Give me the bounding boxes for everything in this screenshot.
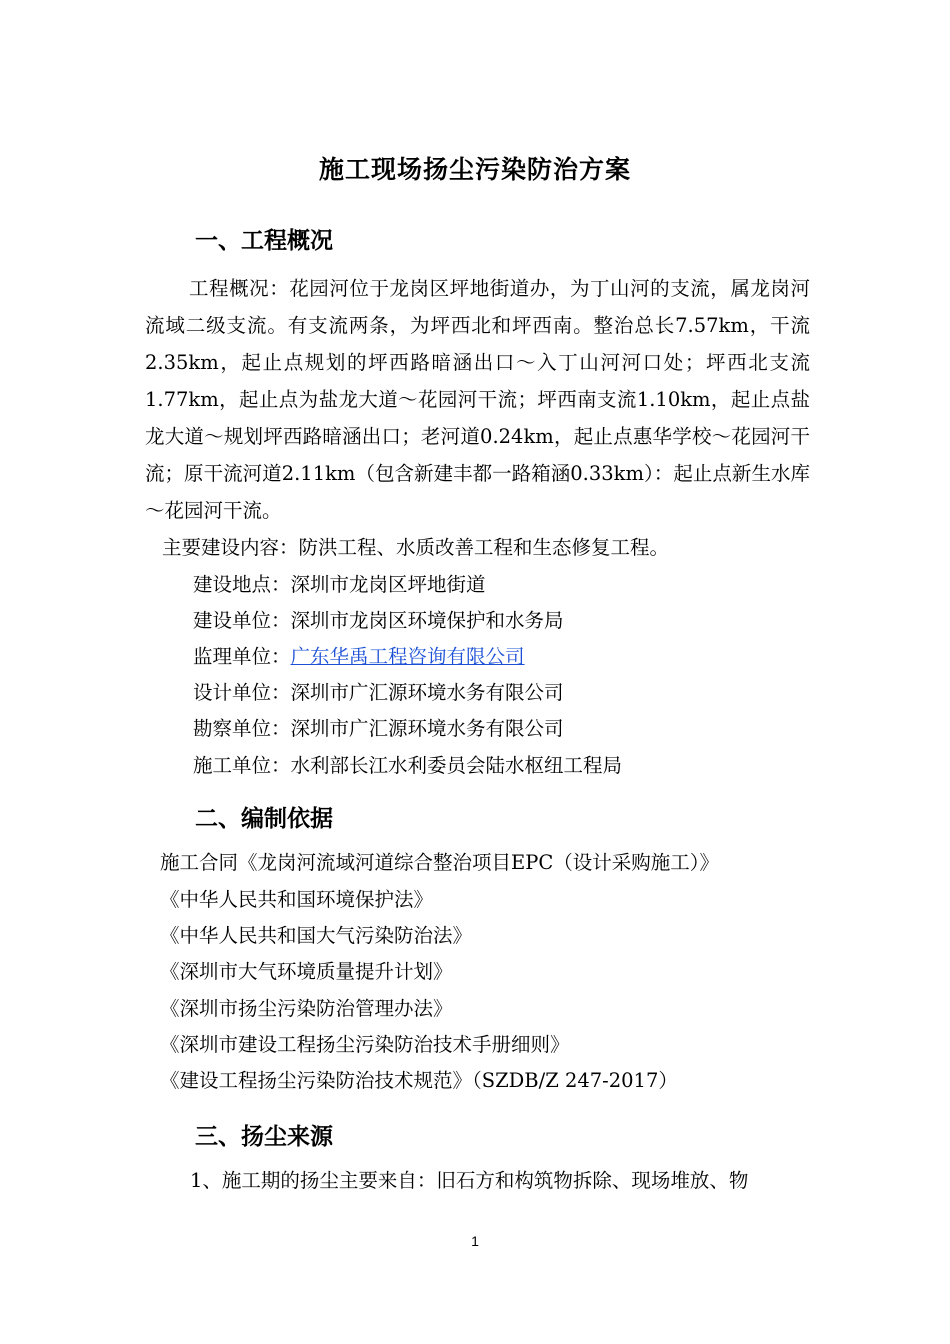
section-heading-basis: 二、编制依据 bbox=[195, 805, 333, 832]
main-content-line: 主要建设内容：防洪工程、水质改善工程和生态修复工程。 bbox=[162, 536, 670, 559]
document-title: 施工现场扬尘污染防治方案 bbox=[318, 155, 631, 184]
overview-paragraph: 工程概况：花园河位于龙岗区坪地街道办，为丁山河的支流，属龙岗河流域二级支流。有支流两条，为坪西北和坪西南。整治总长7.57km，干流2.35km，起止点规划的坪西路暗涵出口～入丁山河河口处；坪西北支流1.77km，起止点为盐龙大道～花园河干流；坪西南支流1.10km，起止点盐龙大道～规划坪西路暗涵出口；老河道0.24km，起止点惠华学校～花园河干流；原干流河道2.11km（包含新建丰都一路箱涵0.33km）：起止点新生水库～花园河干流。 bbox=[145, 277, 810, 522]
dust-source-item-1: 1、施工期的扬尘主要来自：旧石方和构筑物拆除、现场堆放、物 bbox=[190, 1169, 749, 1192]
basis-item: 《中华人民共和国环境保护法》 bbox=[160, 888, 434, 911]
supervisor-link[interactable]: 广东华禹工程咨询有限公司 bbox=[290, 645, 525, 668]
supervisor-label: 监理单位： bbox=[193, 645, 291, 668]
section-heading-dust-sources: 三、扬尘来源 bbox=[195, 1123, 333, 1150]
supervisor-line bbox=[193, 644, 525, 670]
page-number: 1 bbox=[471, 1233, 479, 1249]
contractor-line: 施工单位：水利部长江水利委员会陆水枢纽工程局 bbox=[193, 754, 623, 777]
surveyor-line: 勘察单位：深圳市广汇源环境水务有限公司 bbox=[193, 717, 564, 740]
section-heading-overview: 一、工程概况 bbox=[195, 227, 333, 254]
location-line: 建设地点：深圳市龙岗区坪地街道 bbox=[193, 573, 486, 596]
basis-item: 《深圳市建设工程扬尘污染防治技术手册细则》 bbox=[160, 1033, 570, 1056]
designer-line: 设计单位：深圳市广汇源环境水务有限公司 bbox=[193, 681, 564, 704]
basis-item: 《深圳市扬尘污染防治管理办法》 bbox=[160, 997, 453, 1020]
basis-item: 《建设工程扬尘污染防治技术规范》（SZDB/Z 247-2017） bbox=[160, 1069, 678, 1092]
basis-item: 《中华人民共和国大气污染防治法》 bbox=[160, 924, 473, 947]
owner-line: 建设单位：深圳市龙岗区环境保护和水务局 bbox=[193, 609, 564, 632]
basis-item: 施工合同《龙岗河流域河道综合整治项目EPC（设计采购施工）》 bbox=[160, 851, 720, 874]
basis-item: 《深圳市大气环境质量提升计划》 bbox=[160, 960, 453, 983]
